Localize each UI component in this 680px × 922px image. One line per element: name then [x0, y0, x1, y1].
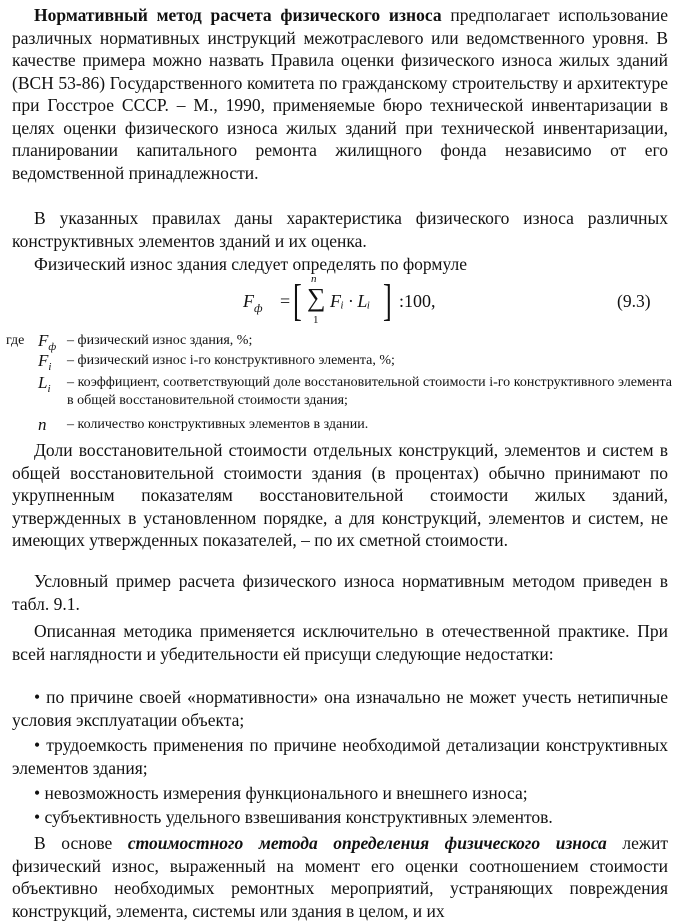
bullet-item: • по причине своей «нормативности» она изначально не может учесть нетипичные условия эксплуатации объекта; [12, 687, 668, 730]
bullet-item: • субъективность удельного взвешивания конструктивных элементов. [34, 807, 553, 827]
formula-equals: = [280, 291, 291, 311]
definition-text: – физический износ i-го конструктивного элемента, %; [67, 353, 395, 368]
right-bracket: ] [383, 276, 392, 325]
paragraph-normative-method [12, 4, 668, 184]
paragraph-text: предполагает использование различных нормативных инструкций межотраслевого или ведомственного уровня. В качестве примера можно назвать Правила оценки физического износа жилых зданий (ВСН 53-86) Государственного комитета по гражданскому строительству и архитектуре при Госстрое СССР. – М., 1990, применяемые бюро технической инвентаризации в целях оценки физического износа жилых зданий при технической инвентаризации, планировании капитального ремонта жилищного фонда независимо от его ведомственной принадлежности. [12, 5, 668, 183]
bullet-item: • невозможность измерения функционального и внешнего износа; [34, 783, 528, 803]
paragraph-cost-method [12, 832, 668, 922]
definition-lead: где [6, 333, 25, 348]
formula-9-3 [243, 273, 443, 337]
paragraph-drawbacks-intro: Описанная методика применяется исключительно в отечественной практике. При всей наглядности и убедительности ей присущи следующие недостатки: [12, 621, 668, 664]
sum-sign-icon: ∑ [307, 283, 326, 312]
bullet-item: • трудоемкость применения по причине необходимой детализации конструктивных элементов здания; [12, 735, 668, 778]
definition-text: – физический износ здания, %; [67, 333, 253, 348]
term-normative-method: Нормативный метод расчета физического износа [34, 5, 442, 25]
formula-lhs: $F_ф$ [243, 291, 263, 315]
formula-tail: :100, [399, 291, 436, 311]
paragraph-example-reference: Условный пример расчета физического износа нормативным методом приведен в табл. 9.1. [12, 571, 668, 614]
formula-terms: Fᵢ · Lᵢ [330, 291, 371, 311]
term-cost-method: стоимостного метода определения физического износа [127, 833, 607, 853]
definition-symbol: $L_i$ [38, 373, 51, 395]
definition-symbol: $F_ф$ [38, 331, 57, 353]
paragraph-text: В основе [34, 833, 128, 853]
paragraph-cost-shares: Доли восстановительной стоимости отдельных конструкций, элементов и систем в общей восстановительной стоимости здания (в процентах) обычно принимают по укрупненным показателям восстановительной стоимости жилых зданий, утвержденных в установленном порядке, а для конструкций, элементов и систем, не имеющих утвержденных показателей, – по их сметной стоимости. [12, 440, 668, 550]
sum-upper-limit: n [311, 273, 317, 285]
sum-lower-limit: 1 [313, 314, 319, 326]
definition-symbol: $F_i$ [38, 351, 52, 373]
equation-number: (9.3) [617, 291, 651, 311]
definition-text: – количество конструктивных элементов в здании. [67, 417, 369, 432]
definition-symbol: n [38, 415, 47, 434]
paragraph-text: лежит физический износ, выраженный на момент его оценки соотношением стоимости объективно необходимых ремонтных мероприятий, устраняющих повреждения конструкций, элемента, системы или здания в целом, и их [12, 833, 668, 921]
definition-text: – коэффициент, соответствующий доле восстановительной стоимости i-го конструктивного элемента в общей восстановительной стоимости здания; [67, 375, 672, 408]
formula-intro: Физический износ здания следует определять по формуле [34, 254, 467, 274]
paragraph-rules: В указанных правилах даны характеристика физического износа различных конструктивных элементов зданий и их оценка. [12, 208, 668, 251]
left-bracket: [ [293, 276, 302, 325]
